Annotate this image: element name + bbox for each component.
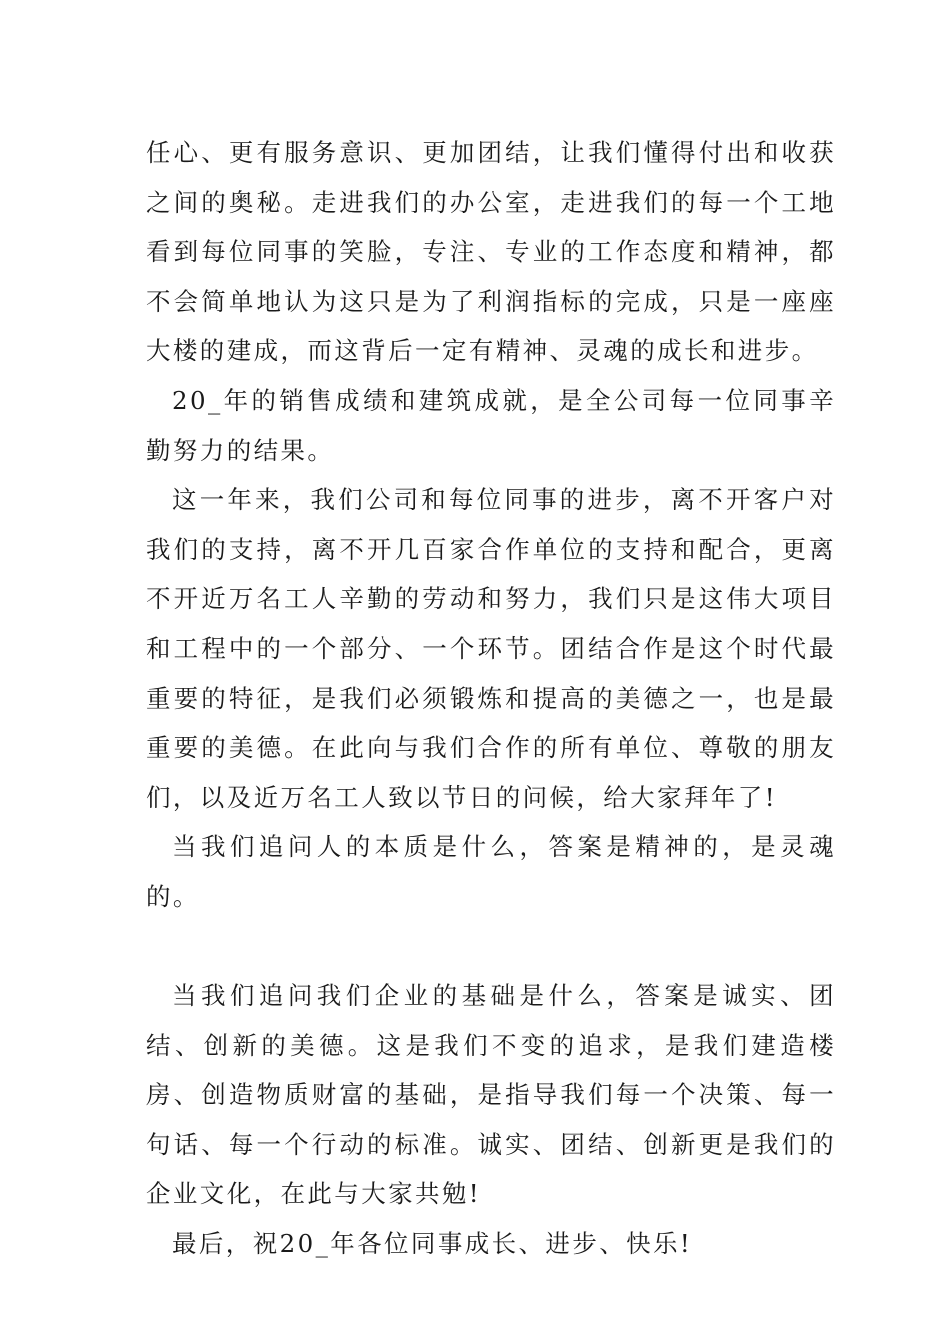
blank-line: [146, 922, 836, 972]
paragraph-continuation: 任心、更有服务意识、更加团结，让我们懂得付出和收获之间的奥秘。走进我们的办公室，走进我们的每一个工地看到每位同事的笑脸，专注、专业的工作态度和精神，都不会简单地认为这只是为了利润指标的完成，只是一座座大楼的建成，而这背后一定有精神、灵魂的成长和进步。: [146, 138, 836, 366]
paragraph-sales-results: 20_年的销售成绩和建筑成就，是全公司每一位同事辛勤努力的结果。: [146, 385, 836, 465]
paragraph-year-progress: 这一年来，我们公司和每位同事的进步，离不开客户对我们的支持，离不开几百家合作单位的支持和配合，更离不开近万名工人辛勤的劳动和努力，我们只是这伟大项目和工程中的一个部分、一个环节。团结合作是这个时代最重要的特征，是我们必须锻炼和提高的美德之一，也是最重要的美德。在此向与我们合作的所有单位、尊敬的朋友们，以及近万名工人致以节日的问候，给大家拜年了!: [146, 485, 836, 812]
paragraph-closing-wish: 最后，祝20_年各位同事成长、进步、快乐!: [172, 1229, 693, 1259]
document-body: [146, 128, 836, 1269]
paragraph-enterprise-foundation: 当我们追问我们企业的基础是什么，答案是诚实、团结、创新的美德。这是我们不变的追求，是我们建造楼房、创造物质财富的基础，是指导我们每一个决策、每一句话、每一个行动的标准。诚实、团结、创新更是我们的企业文化，在此与大家共勉!: [146, 981, 836, 1209]
paragraph-human-essence: 当我们追问人的本质是什么，答案是精神的，是灵魂的。: [146, 832, 836, 911]
